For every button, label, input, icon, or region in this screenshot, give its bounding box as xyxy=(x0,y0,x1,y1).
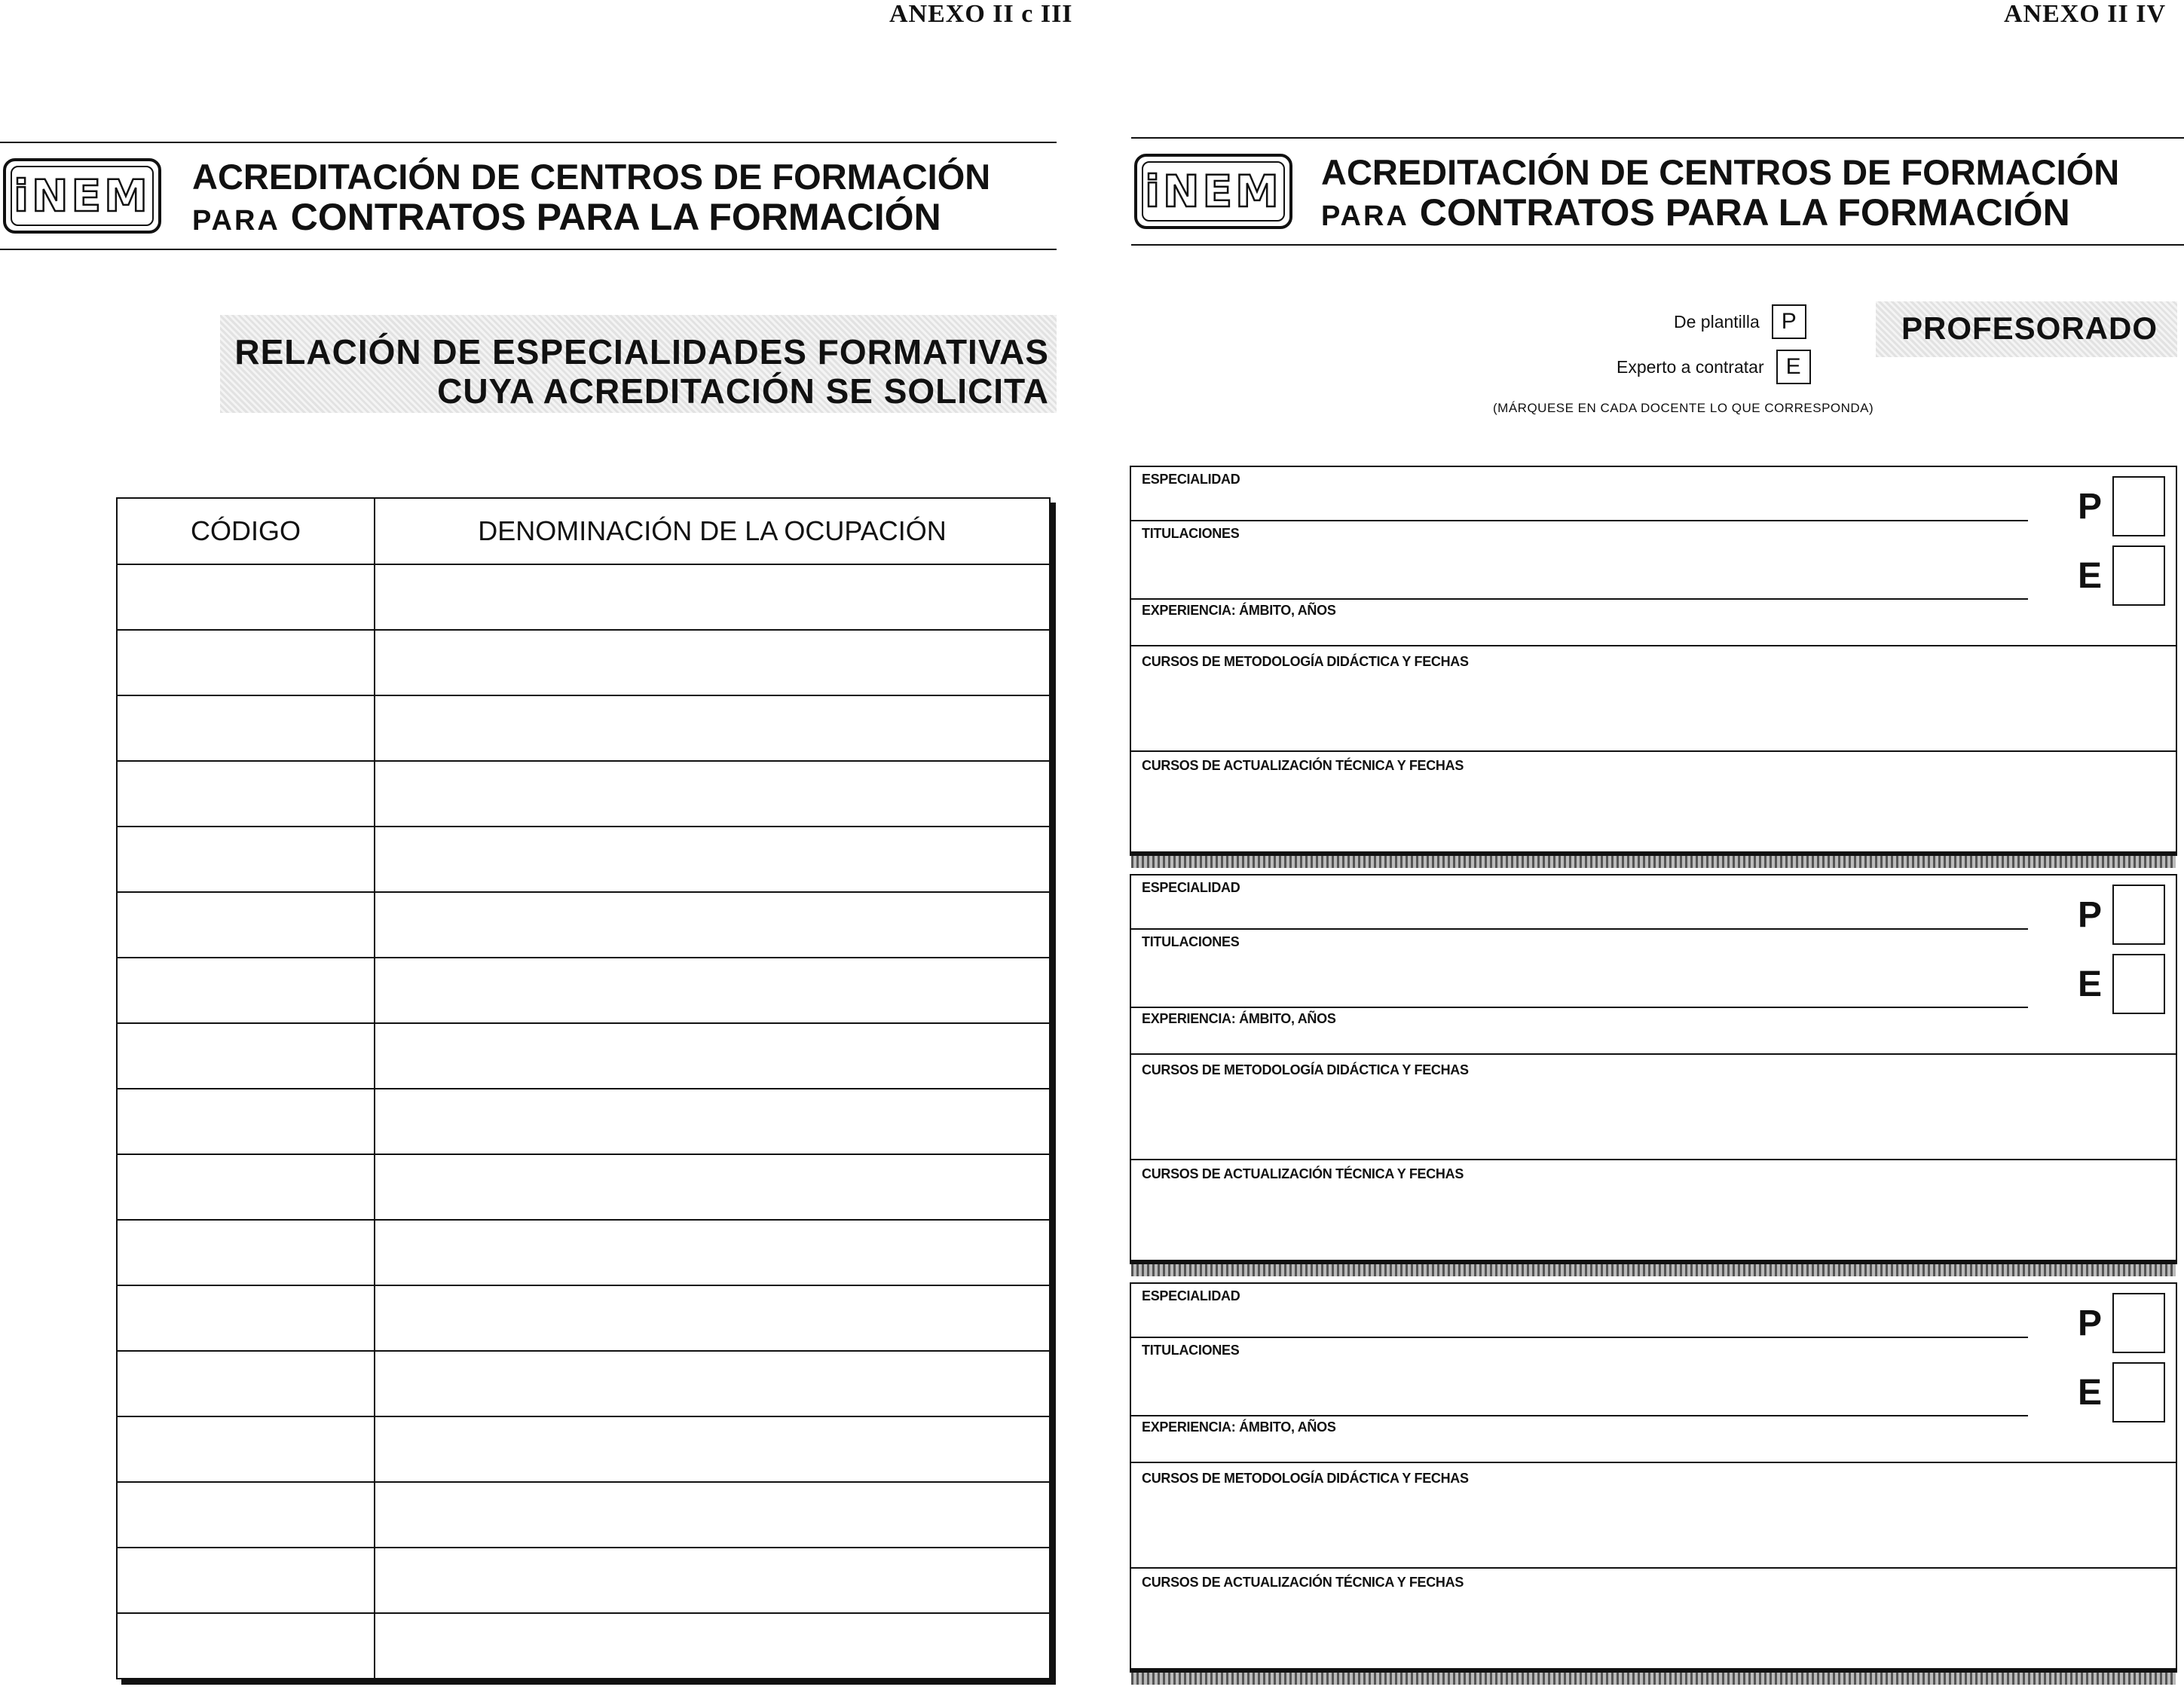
table-row xyxy=(117,1220,1050,1285)
specialty-line[interactable] xyxy=(1131,1337,2028,1338)
table-row xyxy=(117,1613,1050,1679)
occupation-cell[interactable] xyxy=(375,1351,1050,1416)
table-row xyxy=(117,630,1050,695)
legend-expert: Experto a contratar E xyxy=(1617,350,1811,384)
checkbox-e[interactable] xyxy=(2112,1362,2165,1422)
code-cell[interactable] xyxy=(117,1351,375,1416)
didactic-courses-label: CURSOS DE METODOLOGÍA DIDÁCTICA Y FECHAS xyxy=(1142,654,1469,669)
table-row xyxy=(117,564,1050,630)
separator-hatch xyxy=(1131,1264,2176,1276)
experience-line[interactable] xyxy=(1131,645,2176,646)
specialty-label: ESPECIALIDAD xyxy=(1142,1288,1240,1303)
code-cell[interactable] xyxy=(117,827,375,892)
degrees-label: TITULACIONES xyxy=(1142,526,1240,541)
didactic-courses-line[interactable] xyxy=(1131,1567,2176,1569)
occupation-cell[interactable] xyxy=(375,1089,1050,1154)
occupation-cell[interactable] xyxy=(375,958,1050,1023)
legend-box-p: P xyxy=(1772,304,1806,339)
annex-label: ANEXO II c III xyxy=(889,0,1073,28)
table-row xyxy=(117,695,1050,761)
code-cell[interactable] xyxy=(117,1416,375,1482)
experience-label: EXPERIENCIA: ÁMBITO, AÑOS xyxy=(1142,1011,1336,1026)
code-cell[interactable] xyxy=(117,892,375,958)
column-header-code: CÓDIGO xyxy=(117,498,375,564)
teacher-block xyxy=(1130,466,2177,856)
occupation-cell[interactable] xyxy=(375,1285,1050,1351)
occupation-cell[interactable] xyxy=(375,892,1050,958)
didactic-courses-line[interactable] xyxy=(1131,1159,2176,1160)
code-cell[interactable] xyxy=(117,761,375,827)
legend-note: (MÁRQUESE EN CADA DOCENTE LO QUE CORRESPONDA) xyxy=(1493,401,1874,415)
checkbox-e[interactable] xyxy=(2112,954,2165,1014)
occupation-cell[interactable] xyxy=(375,564,1050,630)
section-banner: RELACIÓN DE ESPECIALIDADES FORMATIVAS CUYA ACREDITACIÓN SE SOLICITA xyxy=(220,315,1057,413)
technical-courses-label: CURSOS DE ACTUALIZACIÓN TÉCNICA Y FECHAS xyxy=(1142,758,1464,773)
degrees-label: TITULACIONES xyxy=(1142,1343,1240,1358)
code-cell[interactable] xyxy=(117,1482,375,1548)
mark-p[interactable]: P xyxy=(2078,885,2165,945)
inem-logo: iNEM xyxy=(1134,154,1292,229)
form-title: ACREDITACIÓN DE CENTROS DE FORMACIÓN PARA CONTRATOS PARA LA FORMACIÓN xyxy=(1321,152,2120,234)
degrees-label: TITULACIONES xyxy=(1142,934,1240,949)
occupation-cell[interactable] xyxy=(375,1154,1050,1220)
mark-e[interactable]: E xyxy=(2078,954,2165,1014)
experience-line[interactable] xyxy=(1131,1462,2176,1463)
code-cell[interactable] xyxy=(117,695,375,761)
specialty-label: ESPECIALIDAD xyxy=(1142,880,1240,895)
occupation-cell[interactable] xyxy=(375,1548,1050,1613)
annex-label: ANEXO II IV xyxy=(2004,0,2167,28)
code-cell[interactable] xyxy=(117,1613,375,1679)
table-row xyxy=(117,1416,1050,1482)
occupation-cell[interactable] xyxy=(375,1416,1050,1482)
separator-hatch xyxy=(1131,1673,2176,1685)
table-row xyxy=(117,958,1050,1023)
occupation-cell[interactable] xyxy=(375,761,1050,827)
code-cell[interactable] xyxy=(117,1089,375,1154)
didactic-courses-line[interactable] xyxy=(1131,750,2176,752)
mark-e[interactable]: E xyxy=(2078,545,2165,606)
degrees-line[interactable] xyxy=(1131,598,2028,600)
form-header xyxy=(0,142,1057,250)
specialty-line[interactable] xyxy=(1131,520,2028,521)
experience-label: EXPERIENCIA: ÁMBITO, AÑOS xyxy=(1142,603,1336,618)
table-row xyxy=(117,1285,1050,1351)
table-row xyxy=(117,892,1050,958)
table-row xyxy=(117,1351,1050,1416)
technical-courses-label: CURSOS DE ACTUALIZACIÓN TÉCNICA Y FECHAS xyxy=(1142,1575,1464,1590)
table-row xyxy=(117,827,1050,892)
technical-courses-label: CURSOS DE ACTUALIZACIÓN TÉCNICA Y FECHAS xyxy=(1142,1166,1464,1181)
inem-logo: iNEM xyxy=(3,158,161,234)
legend-box-e: E xyxy=(1776,350,1811,384)
specialties-table xyxy=(116,497,1051,1679)
code-cell[interactable] xyxy=(117,1548,375,1613)
mark-e[interactable]: E xyxy=(2078,1362,2165,1422)
occupation-cell[interactable] xyxy=(375,1023,1050,1089)
column-header-occupation: DENOMINACIÓN DE LA OCUPACIÓN xyxy=(375,498,1050,564)
experience-line[interactable] xyxy=(1131,1053,2176,1055)
occupation-cell[interactable] xyxy=(375,1613,1050,1679)
code-cell[interactable] xyxy=(117,1285,375,1351)
teacher-block xyxy=(1130,1282,2177,1673)
occupation-cell[interactable] xyxy=(375,695,1050,761)
didactic-courses-label: CURSOS DE METODOLOGÍA DIDÁCTICA Y FECHAS xyxy=(1142,1062,1469,1077)
form-header xyxy=(1131,137,2184,246)
table-row xyxy=(117,1154,1050,1220)
separator-hatch xyxy=(1131,856,2176,868)
section-title: PROFESORADO xyxy=(1876,301,2177,357)
didactic-courses-label: CURSOS DE METODOLOGÍA DIDÁCTICA Y FECHAS xyxy=(1142,1471,1469,1486)
occupation-cell[interactable] xyxy=(375,827,1050,892)
code-cell[interactable] xyxy=(117,1154,375,1220)
specialty-line[interactable] xyxy=(1131,928,2028,930)
degrees-line[interactable] xyxy=(1131,1415,2028,1416)
code-cell[interactable] xyxy=(117,958,375,1023)
right-page xyxy=(1092,0,2184,1699)
code-cell[interactable] xyxy=(117,1220,375,1285)
code-cell[interactable] xyxy=(117,630,375,695)
checkbox-p[interactable] xyxy=(2112,1293,2165,1353)
table-row xyxy=(117,1548,1050,1613)
checkbox-e[interactable] xyxy=(2112,545,2165,606)
table-row xyxy=(117,1023,1050,1089)
code-cell[interactable] xyxy=(117,564,375,630)
table-row xyxy=(117,761,1050,827)
occupation-cell[interactable] xyxy=(375,630,1050,695)
checkbox-p[interactable] xyxy=(2112,476,2165,536)
teacher-block xyxy=(1130,874,2177,1264)
mark-p[interactable]: P xyxy=(2078,1293,2165,1353)
table-row xyxy=(117,1482,1050,1548)
code-cell[interactable] xyxy=(117,1023,375,1089)
degrees-line[interactable] xyxy=(1131,1007,2028,1008)
occupation-cell[interactable] xyxy=(375,1220,1050,1285)
mark-p[interactable]: P xyxy=(2078,476,2165,536)
form-title: ACREDITACIÓN DE CENTROS DE FORMACIÓN PARA CONTRATOS PARA LA FORMACIÓN xyxy=(192,157,991,238)
checkbox-p[interactable] xyxy=(2112,885,2165,945)
legend-staff: De plantilla P xyxy=(1674,304,1806,339)
occupation-cell[interactable] xyxy=(375,1482,1050,1548)
table-row xyxy=(117,1089,1050,1154)
experience-label: EXPERIENCIA: ÁMBITO, AÑOS xyxy=(1142,1419,1336,1435)
specialty-label: ESPECIALIDAD xyxy=(1142,472,1240,487)
